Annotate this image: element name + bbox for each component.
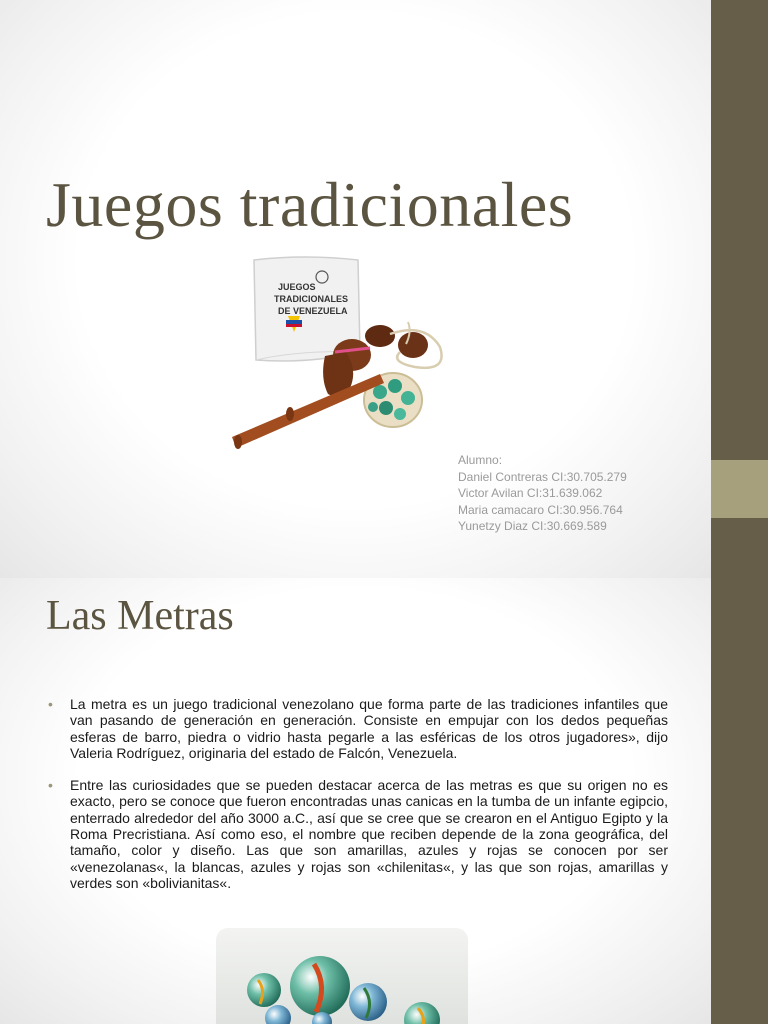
bag-label-line1: JUEGOS (278, 282, 316, 292)
bullet-list (48, 696, 668, 907)
slide-title: Juegos tradicionales (46, 169, 574, 240)
student-name: Maria camacaro CI:30.956.764 (458, 502, 623, 517)
bullet-text: La metra es un juego tradicional venezolano que forma parte de las tradiciones infantiles que van pasando de generación en generación. Consiste en empujar con los dedos pequeñas esferas de barro, piedra o vidrio hasta pegarle a las esféricas de los otros jugadores», dijo Valeria Rodríguez, originaria del estado de Falcón, Venezuela. (70, 696, 668, 761)
bullet-text: Entre las curiosidades que se pueden destacar acerca de las metras es que su origen no es exacto, pero se conoce que fueron encontradas unas canicas en la tumba de un infante egipcio, enterrado alrededor del año 3000 a.C., así que se cree que se crearon en el Antiguo Egipto y la Roma Precristiana. Así como eso, el nombre que reciben depende de la zona geográfica, del tamaño, color y diseño. Las que son amarillas, azules y rojas se conocen por ser «venezolanas«, la blancas, azules y rojas son «chilenitas«, y las que son rojas, amarillas y verdes son «bolivianitas«. (70, 777, 668, 891)
bag-label-line3: DE VENEZUELA (278, 306, 348, 316)
marbles-photo (216, 928, 468, 1024)
student-name: Daniel Contreras CI:30.705.279 (458, 469, 627, 484)
traditional-toys-image (230, 252, 455, 452)
slide-title: Las Metras (46, 593, 234, 639)
student-name: Yunetzy Diaz CI:30.669.589 (458, 519, 607, 533)
student-name: Victor Avilan CI:31.639.062 (458, 486, 603, 500)
student-list (458, 452, 627, 535)
students-heading: Alumno: (458, 453, 503, 467)
bullet-icon: • (48, 777, 53, 794)
bag-label-line2: TRADICIONALES (274, 294, 348, 304)
bullet-item (48, 696, 668, 761)
bullet-icon: • (48, 696, 53, 712)
sidebar-accent (711, 460, 768, 518)
slide-2 (0, 578, 711, 1024)
bullet-item (48, 777, 668, 891)
